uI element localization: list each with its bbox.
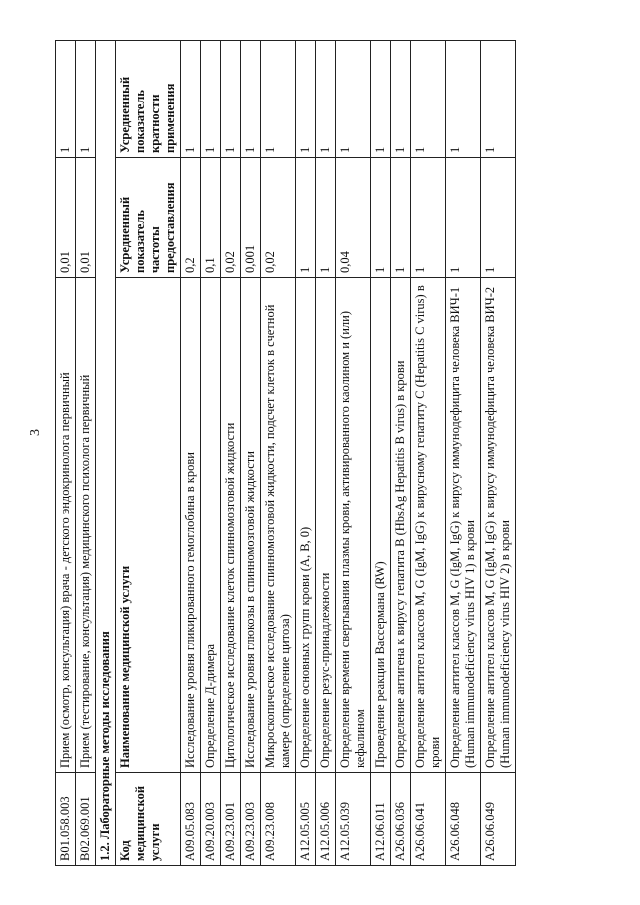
cell-name: Цитологическое исследование клеток спинномозговой жидкости: [221, 278, 241, 773]
cell-mult: 1: [56, 41, 76, 158]
cell-name: Прием (осмотр, консультация) врача - детского эндокринолога первичный: [56, 278, 76, 773]
cell-name: Определение антител классов M, G (IgM, IgG) к вирусу иммунодефицита человека ВИЧ-1 (Human immunodeficiency virus HIV 1) в крови: [446, 278, 481, 773]
table-row: [391, 41, 411, 866]
cell-code: A26.06.048: [446, 773, 481, 866]
cell-freq: 0,02: [261, 158, 296, 278]
cell-mult: 1: [76, 41, 96, 158]
page-number: 3: [28, 429, 43, 436]
cell-name: Микроскопическое исследование спинномозговой жидкости, подсчет клеток в счетной камере (определение цитоза): [261, 278, 296, 773]
cell-name: Исследование уровня гликированного гемоглобина в крови: [181, 278, 201, 773]
cell-freq: 0,1: [201, 158, 221, 278]
table-row: [241, 41, 261, 866]
cell-freq: 0,2: [181, 158, 201, 278]
cell-code: A12.05.039: [336, 773, 371, 866]
cell-mult: 1: [181, 41, 201, 158]
cell-name: Определение основных групп крови (A, B, 0): [296, 278, 316, 773]
cell-code: B01.058.003: [56, 773, 76, 866]
cell-mult: 1: [371, 41, 391, 158]
cell-name: Определение времени свертывания плазмы крови, активированного каолином и (или) кефалином: [336, 278, 371, 773]
cell-mult: 1: [201, 41, 221, 158]
cell-mult: 1: [481, 41, 516, 158]
section-title: 1.2. Лабораторные методы исследования: [96, 41, 116, 866]
table-row: [181, 41, 201, 866]
cell-freq: 1: [296, 158, 316, 278]
table-row: [336, 41, 371, 866]
cell-freq: 1: [391, 158, 411, 278]
cell-code: A09.05.083: [181, 773, 201, 866]
cell-name: Определение Д-димера: [201, 278, 221, 773]
cell-code: A09.23.001: [221, 773, 241, 866]
table-row: [56, 41, 76, 866]
cell-code: A09.23.008: [261, 773, 296, 866]
header-mult: Усредненный показатель кратности применения: [116, 41, 181, 158]
table-row: [296, 41, 316, 866]
cell-name: Исследование уровня глюкозы в спинномозговой жидкости: [241, 278, 261, 773]
cell-code: A12.06.011: [371, 773, 391, 866]
cell-mult: 1: [261, 41, 296, 158]
cell-freq: 1: [411, 158, 446, 278]
cell-name: Определение резус-принадлежности: [316, 278, 336, 773]
header-freq: Усредненный показатель частоты предоставления: [116, 158, 181, 278]
cell-code: A12.05.005: [296, 773, 316, 866]
table-row: [76, 41, 96, 866]
cell-freq: 0,001: [241, 158, 261, 278]
cell-freq: 0,01: [76, 158, 96, 278]
lab-rows: [181, 41, 516, 866]
section-row: [96, 41, 116, 866]
table-row: [261, 41, 296, 866]
table-row: [316, 41, 336, 866]
table-row: [411, 41, 446, 866]
cell-name: Определение антител классов M, G (IgM, IgG) к вирусу иммунодефицита человека ВИЧ-2 (Human immunodeficiency virus HIV 2) в крови: [481, 278, 516, 773]
cell-code: A12.05.006: [316, 773, 336, 866]
cell-freq: 1: [316, 158, 336, 278]
cell-mult: 1: [221, 41, 241, 158]
header-code: Код медицинской услуги: [116, 773, 181, 866]
cell-code: A26.06.049: [481, 773, 516, 866]
cell-mult: 1: [446, 41, 481, 158]
cell-name: Определение антигена к вирусу гепатита B (HbsAg Hepatitis B virus) в крови: [391, 278, 411, 773]
cell-freq: 0,02: [221, 158, 241, 278]
table-row: [481, 41, 516, 866]
table-row: [446, 41, 481, 866]
cell-mult: 1: [296, 41, 316, 158]
header-row: [116, 41, 181, 866]
cell-freq: 1: [481, 158, 516, 278]
cell-freq: 1: [371, 158, 391, 278]
cell-freq: 1: [446, 158, 481, 278]
table-row: [201, 41, 221, 866]
cell-mult: 1: [241, 41, 261, 158]
cell-mult: 1: [336, 41, 371, 158]
cell-freq: 0,04: [336, 158, 371, 278]
cell-freq: 0,01: [56, 158, 76, 278]
header-name: Наименование медицинской услуги: [116, 278, 181, 773]
top-rows: [56, 41, 96, 866]
cell-name: Проведение реакции Вассермана (RW): [371, 278, 391, 773]
cell-code: A09.20.003: [201, 773, 221, 866]
cell-mult: 1: [316, 41, 336, 158]
cell-name: Определение антител классов M, G (IgM, IgG) к вирусному гепатиту C (Hepatitis C virus) в крови: [411, 278, 446, 773]
cell-code: A26.06.036: [391, 773, 411, 866]
cell-mult: 1: [391, 41, 411, 158]
cell-code: A09.23.003: [241, 773, 261, 866]
table-row: [221, 41, 241, 866]
cell-code: B02.069.001: [76, 773, 96, 866]
services-table: [55, 40, 516, 866]
cell-code: A26.06.041: [411, 773, 446, 866]
rotated-page: [55, 41, 575, 866]
table-row: [371, 41, 391, 866]
cell-mult: 1: [411, 41, 446, 158]
cell-name: Прием (тестирование, консультация) медицинского психолога первичный: [76, 278, 96, 773]
